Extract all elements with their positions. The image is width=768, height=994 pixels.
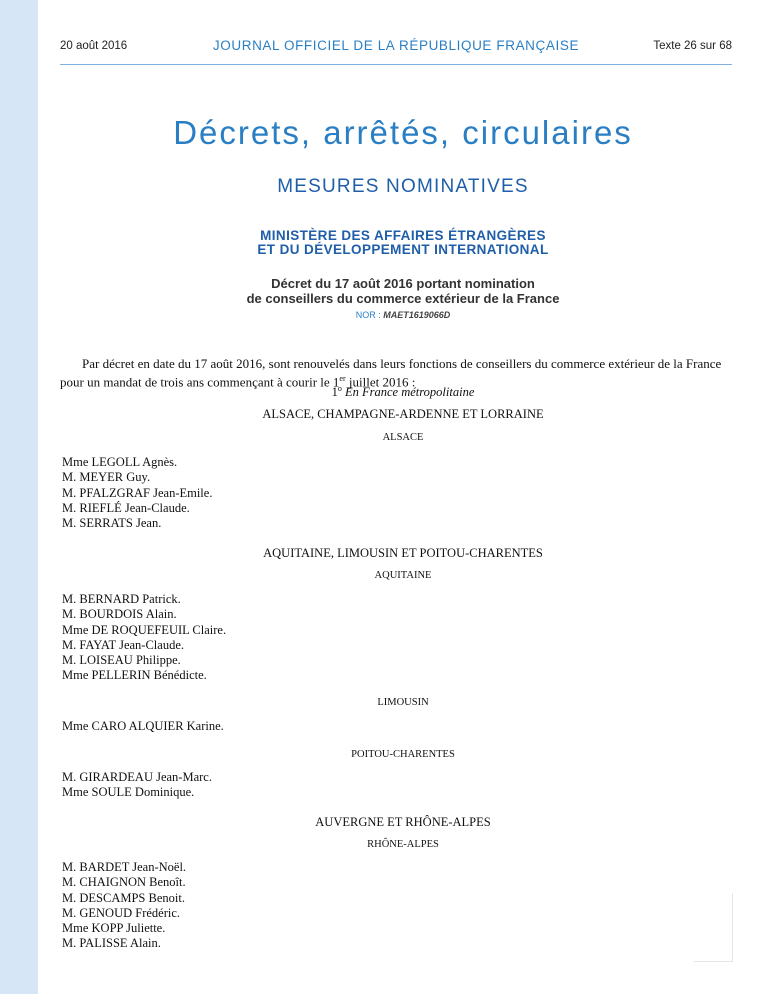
list-item: M. BARDET Jean-Noël. bbox=[62, 860, 187, 874]
name-list bbox=[62, 719, 224, 734]
list-item: M. RIEFLÉ Jean-Claude. bbox=[62, 500, 190, 515]
part-heading bbox=[38, 384, 768, 400]
list-item: Mme DE ROQUEFEUIL Claire. bbox=[62, 622, 227, 637]
list-item: Mme SOULE Dominique. bbox=[62, 785, 195, 800]
part-number bbox=[332, 385, 342, 399]
subregion-heading: POITOU-CHARENTES bbox=[351, 749, 455, 760]
name-list bbox=[62, 860, 186, 952]
list-item: M. BOURDOIS Alain. bbox=[62, 607, 177, 622]
region-heading: AUVERGNE ET RHÔNE-ALPES bbox=[315, 815, 491, 829]
ministry-line-1: MINISTÈRE DES AFFAIRES ÉTRANGÈRES bbox=[260, 228, 546, 243]
subsection-title: MESURES NOMINATIVES bbox=[277, 176, 529, 197]
intro-text-before: Par décret en date du 17 août 2016, sont renouvelés dans leurs fonctions de conseillers du commerce extérieur de la France pour un mandat de trois ans commençant à courir le 1 bbox=[60, 356, 722, 390]
section-title: Décrets, arrêtés, circulaires bbox=[173, 114, 633, 151]
list-item: Mme LEGOLL Agnès. bbox=[62, 455, 178, 469]
subregion-heading: ALSACE bbox=[382, 432, 424, 443]
left-margin-band bbox=[0, 0, 38, 994]
list-item: M. GENOUD Frédéric. bbox=[62, 905, 181, 920]
decree-line-1: Décret du 17 août 2016 portant nomination bbox=[271, 276, 535, 291]
list-item: M. FAYAT Jean-Claude. bbox=[62, 637, 184, 652]
header-journal-title: JOURNAL OFFICIEL DE LA RÉPUBLIQUE FRANÇAISE bbox=[212, 38, 580, 53]
subregion-heading: LIMOUSIN bbox=[377, 697, 429, 708]
nor-label: NOR : bbox=[355, 310, 384, 320]
nor-reference bbox=[38, 310, 768, 320]
list-item: M. GIRARDEAU Jean-Marc. bbox=[62, 770, 212, 784]
list-item: M. PALISSE Alain. bbox=[62, 936, 161, 951]
nor-code: MAET1619066D bbox=[383, 310, 451, 320]
ministry-title bbox=[38, 229, 768, 257]
list-item: M. CHAIGNON Benoît. bbox=[62, 875, 186, 890]
list-item: M. MEYER Guy. bbox=[62, 470, 151, 485]
list-item: M. LOISEAU Philippe. bbox=[62, 653, 181, 668]
intro-text-after: juillet 2016 : bbox=[345, 374, 416, 390]
decree-title bbox=[38, 276, 768, 306]
document-page bbox=[38, 0, 768, 994]
header-text-number: Texte 26 sur 68 bbox=[653, 40, 732, 52]
name-list bbox=[62, 592, 226, 684]
decree-line-2: de conseillers du commerce extérieur de la France bbox=[246, 291, 560, 306]
ministry-line-2: ET DU DÉVELOPPEMENT INTERNATIONAL bbox=[257, 242, 549, 257]
page-corner-box bbox=[694, 893, 733, 962]
part-number-digit: 1 bbox=[331, 385, 338, 400]
list-item: M. SERRATS Jean. bbox=[62, 516, 162, 531]
header-rule bbox=[60, 64, 732, 65]
header-date: 20 août 2016 bbox=[60, 40, 128, 52]
name-list bbox=[62, 770, 212, 801]
list-item: M. BERNARD Patrick. bbox=[62, 592, 181, 606]
page-header bbox=[60, 38, 732, 66]
list-item: Mme KOPP Juliette. bbox=[62, 921, 166, 936]
list-item: Mme PELLERIN Bénédicte. bbox=[62, 668, 207, 683]
list-item: M. PFALZGRAF Jean-Emile. bbox=[62, 485, 213, 500]
name-list bbox=[62, 455, 212, 531]
subregion-heading: RHÔNE-ALPES bbox=[367, 839, 439, 850]
intro-superscript: er bbox=[339, 374, 346, 383]
list-item: M. DESCAMPS Benoit. bbox=[62, 890, 185, 905]
subregion-heading: AQUITAINE bbox=[374, 570, 432, 581]
part-label: En France métropolitaine bbox=[341, 385, 475, 400]
region-heading: AQUITAINE, LIMOUSIN ET POITOU-CHARENTES bbox=[263, 546, 543, 560]
part-number-superscript: o bbox=[337, 384, 342, 393]
region-heading: ALSACE, CHAMPAGNE-ARDENNE ET LORRAINE bbox=[262, 407, 544, 421]
list-item: Mme CARO ALQUIER Karine. bbox=[62, 719, 224, 733]
